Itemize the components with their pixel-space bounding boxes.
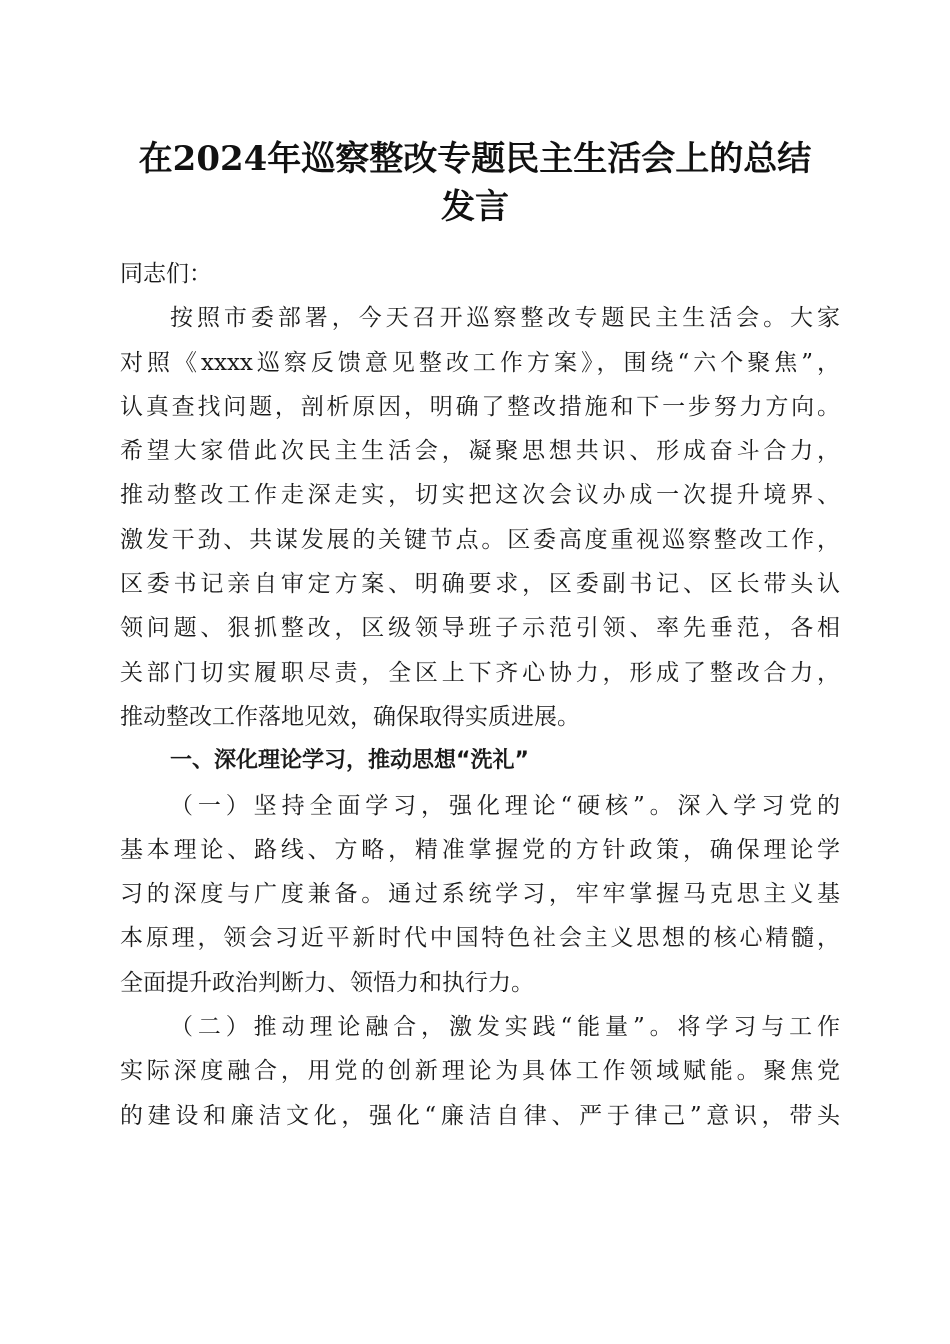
title-line-1: 在2024年巡察整改专题民主生活会上的总结 [138, 139, 812, 179]
paragraph-line: 推动整改工作走深走实，切实把这次会议办成一次提升境界、 [120, 482, 840, 509]
paragraph-line: （一）坚持全面学习，强化理论“硬核”。深入学习党的 [170, 792, 840, 819]
salutation: 同志们： [120, 261, 212, 287]
paragraph-line: 的建设和廉洁文化，强化“廉洁自律、严于律己”意识，带头 [120, 1102, 840, 1129]
paragraph-line: 区委书记亲自审定方案、明确要求，区委副书记、区长带头认 [120, 571, 840, 598]
paragraph-line: 认真查找问题，剖析原因，明确了整改措施和下一步努力方向。 [120, 393, 840, 420]
paragraph-line: 推动整改工作落地见效，确保取得实质进展。 [120, 703, 580, 730]
paragraph-line: 按照市委部署，今天召开巡察整改专题民主生活会。大家 [170, 305, 840, 332]
paragraph-line: 对照《xxxx巡察反馈意见整改工作方案》，围绕“六个聚焦”， [120, 349, 840, 376]
paragraph-line: 全面提升政治判断力、领悟力和执行力。 [120, 969, 534, 996]
paragraph-line: （二）推动理论融合，激发实践“能量”。将学习与工作 [170, 1014, 840, 1041]
paragraph-line: 领问题、狠抓整改，区级领导班子示范引领、率先垂范，各相 [120, 615, 840, 642]
section-heading: 一、深化理论学习，推动思想“洗礼” [170, 748, 529, 774]
paragraph-line: 希望大家借此次民主生活会，凝聚思想共识、形成奋斗合力， [120, 438, 840, 465]
paragraph-line: 激发干劲、共谋发展的关键节点。区委高度重视巡察整改工作， [120, 526, 840, 553]
paragraph-line: 基本理论、路线、方略，精准掌握党的方针政策，确保理论学 [120, 836, 840, 863]
paragraph-line: 本原理，领会习近平新时代中国特色社会主义思想的核心精髓， [120, 925, 840, 952]
paragraph-line: 关部门切实履职尽责，全区上下齐心协力，形成了整改合力， [120, 659, 840, 686]
paragraph-line: 实际深度融合，用党的创新理论为具体工作领域赋能。聚焦党 [120, 1058, 840, 1085]
paragraph-line: 习的深度与广度兼备。通过系统学习，牢牢掌握马克思主义基 [120, 881, 840, 908]
document-title [110, 135, 840, 231]
document-body [120, 252, 840, 1138]
title-line-2: 发言 [441, 187, 509, 227]
